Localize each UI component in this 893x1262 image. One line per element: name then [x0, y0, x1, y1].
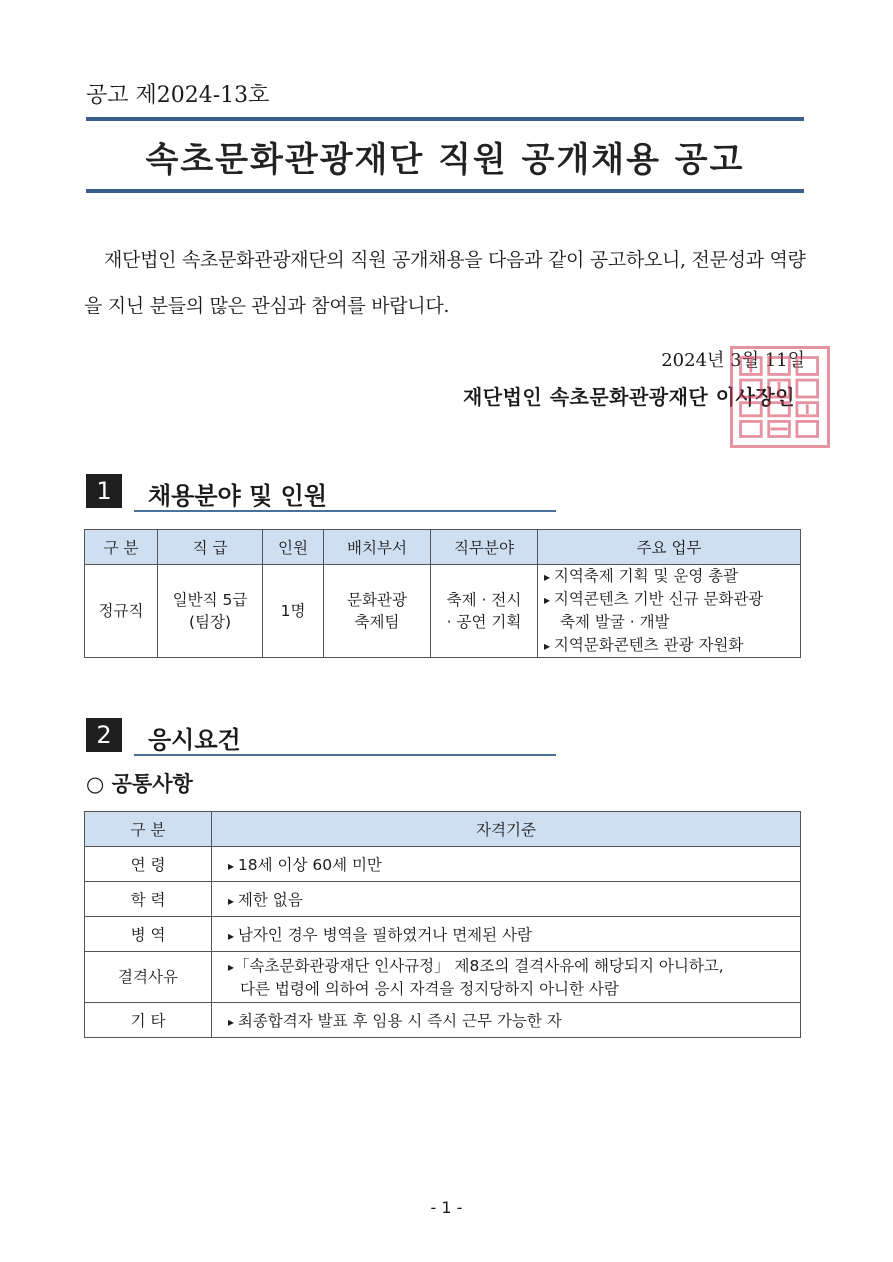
notice-number: 공고 제2024-13호: [86, 83, 270, 108]
table-row: [85, 565, 801, 658]
department-line: 축제팀: [354, 613, 400, 631]
field-line: 축제 · 전시: [446, 591, 522, 609]
requirement-value: [212, 952, 801, 1003]
requirement-value: ▸ 최종합격자 발표 후 임용 시 즉시 근무 가능한 자: [212, 1003, 801, 1038]
table-header: 구 분: [85, 530, 158, 565]
circle-bullet-icon: ○: [86, 772, 105, 796]
organization-signature: 재단법인 속초문화관광재단 이사장인: [462, 385, 795, 409]
requirement-line: [228, 955, 800, 978]
grade-line: (팀장): [188, 613, 232, 631]
table-row: [85, 882, 801, 917]
section1-title: 채용분야 및 인원: [148, 482, 327, 510]
table-header-row: [85, 530, 801, 565]
triangle-bullet-icon: ▸: [228, 959, 235, 974]
requirements-table: [84, 811, 801, 1038]
requirement-label: 연 령: [85, 847, 212, 882]
table-header: 구 분: [85, 812, 212, 847]
category-cell: 정규직: [85, 565, 158, 658]
title-top-rule: [86, 117, 804, 121]
table-row: [85, 952, 801, 1003]
section1-number: 1: [86, 474, 122, 508]
requirement-line-continued: 다른 법령에 의하여 응시 자격을 정지당하지 아니한 사람: [240, 979, 619, 998]
count-cell: 1명: [263, 565, 324, 658]
subheading-text: 공통사항: [111, 772, 193, 796]
table-header-row: [85, 812, 801, 847]
requirement-label: 기 타: [85, 1003, 212, 1038]
subheading: [86, 768, 193, 798]
table-header: 자격기준: [212, 812, 801, 847]
requirement-value: ▸ 18세 이상 60세 미만: [212, 847, 801, 882]
table-header: 주요 업무: [538, 530, 801, 565]
duty-item: ▸ 지역문화콘텐츠 관광 자원화: [544, 634, 800, 657]
table-row: [85, 847, 801, 882]
table-header: 배치부서: [324, 530, 431, 565]
recruitment-table: [84, 529, 801, 658]
section2-title: 응시요건: [148, 726, 241, 754]
table-header: 직무분야: [431, 530, 538, 565]
requirement-text: 「속초문화관광재단 인사규정」 제8조의 결격사유에 해당되지 아니하고,: [234, 956, 724, 975]
table-row: [85, 1003, 801, 1038]
duty-item: ▸ 지역축제 기획 및 운영 총괄: [544, 565, 800, 588]
field-cell: [431, 565, 538, 658]
requirement-label: 결격사유: [85, 952, 212, 1003]
table-header: 직 급: [158, 530, 263, 565]
page-number: - 1 -: [430, 1198, 463, 1217]
intro-paragraph: 재단법인 속초문화관광재단의 직원 공개채용을 다음과 같이 공고하오니, 전문성과 역량을 지닌 분들의 많은 관심과 참여를 바랍니다.: [84, 249, 806, 317]
section2-number: 2: [86, 718, 122, 752]
duty-item: ▸ 지역콘텐츠 기반 신규 문화관광: [544, 588, 800, 611]
section2-underline: [134, 754, 556, 756]
requirement-value: ▸ 제한 없음: [212, 882, 801, 917]
field-line: · 공연 기획: [446, 613, 522, 631]
table-row: [85, 917, 801, 952]
requirement-label: 학 력: [85, 882, 212, 917]
requirement-value: ▸ 남자인 경우 병역을 필하였거나 면제된 사람: [212, 917, 801, 952]
duties-cell: [538, 565, 801, 658]
grade-line: 일반직 5급: [172, 591, 248, 609]
table-header: 인원: [263, 530, 324, 565]
grade-cell: [158, 565, 263, 658]
requirement-label: 병 역: [85, 917, 212, 952]
duty-item-continued: 축제 발굴 · 개발: [560, 613, 670, 631]
seal-icon: [733, 349, 827, 445]
title-bottom-rule: [86, 189, 804, 193]
section1-underline: [134, 510, 556, 512]
department-line: 문화관광: [347, 591, 407, 609]
page-title: 속초문화관광재단 직원 공개채용 공고: [145, 140, 745, 180]
department-cell: [324, 565, 431, 658]
official-seal: [730, 346, 830, 448]
announcement-date: 2024년 3월 11일: [661, 350, 805, 371]
